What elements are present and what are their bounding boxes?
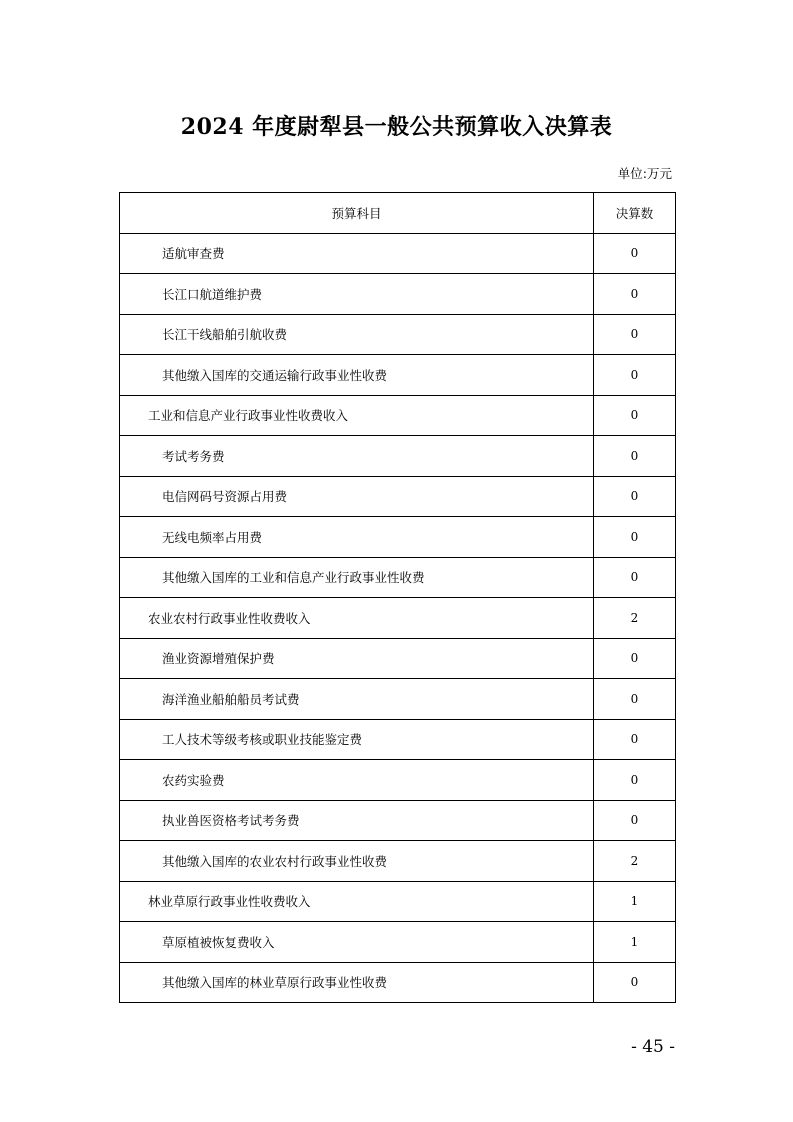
final-amount-value: 0: [594, 638, 676, 679]
page-title: 2024 年度尉犁县一般公共预算收入决算表: [180, 114, 613, 140]
table-row: [120, 557, 676, 598]
column-header-budget-item: 预算科目: [120, 193, 594, 234]
final-amount-value: 0: [594, 274, 676, 315]
budget-item-name: 草原植被恢复费收入: [120, 922, 594, 963]
budget-item-name: 工业和信息产业行政事业性收费收入: [120, 395, 594, 436]
table-row: [120, 517, 676, 558]
budget-item-name: 长江干线船舶引航收费: [120, 314, 594, 355]
table-row: [120, 355, 676, 396]
table-row: [120, 922, 676, 963]
final-amount-value: 0: [594, 557, 676, 598]
budget-item-name: 无线电频率占用费: [120, 517, 594, 558]
budget-item-name: 海洋渔业船舶船员考试费: [120, 679, 594, 720]
budget-item-name: 工人技术等级考核或职业技能鉴定费: [120, 719, 594, 760]
final-amount-value: 0: [594, 517, 676, 558]
final-amount-value: 1: [594, 922, 676, 963]
table-row: [120, 760, 676, 801]
table-row: [120, 476, 676, 517]
budget-item-name: 农药实验费: [120, 760, 594, 801]
budget-item-name: 其他缴入国库的交通运输行政事业性收费: [120, 355, 594, 396]
table-row: [120, 962, 676, 1003]
final-amount-value: 0: [594, 476, 676, 517]
table-row: [120, 841, 676, 882]
column-header-final-amount: 决算数: [594, 193, 676, 234]
final-amount-value: 2: [594, 598, 676, 639]
table-row: [120, 881, 676, 922]
final-amount-value: 0: [594, 679, 676, 720]
table-row: [120, 436, 676, 477]
budget-item-name: 适航审查费: [120, 233, 594, 274]
budget-item-name: 电信网码号资源占用费: [120, 476, 594, 517]
final-amount-value: 0: [594, 719, 676, 760]
final-amount-value: 0: [594, 395, 676, 436]
unit-label: 单位:万元: [617, 166, 672, 181]
table-row: [120, 679, 676, 720]
budget-item-name: 渔业资源增殖保护费: [120, 638, 594, 679]
final-amount-value: 0: [594, 962, 676, 1003]
budget-item-name: 农业农村行政事业性收费收入: [120, 598, 594, 639]
budget-item-name: 其他缴入国库的工业和信息产业行政事业性收费: [120, 557, 594, 598]
final-amount-value: 0: [594, 800, 676, 841]
table-row: [120, 314, 676, 355]
table-row: [120, 274, 676, 315]
final-amount-value: 1: [594, 881, 676, 922]
budget-item-name: 考试考务费: [120, 436, 594, 477]
final-amount-value: 0: [594, 355, 676, 396]
budget-item-name: 其他缴入国库的林业草原行政事业性收费: [120, 962, 594, 1003]
final-amount-value: 0: [594, 314, 676, 355]
table-row: [120, 638, 676, 679]
table-row: [120, 800, 676, 841]
budget-item-name: 林业草原行政事业性收费收入: [120, 881, 594, 922]
budget-item-name: 其他缴入国库的农业农村行政事业性收费: [120, 841, 594, 882]
table-header-row: [120, 193, 676, 234]
table-row: [120, 395, 676, 436]
table-row: [120, 598, 676, 639]
budget-item-name: 执业兽医资格考试考务费: [120, 800, 594, 841]
budget-item-name: 长江口航道维护费: [120, 274, 594, 315]
final-amount-value: 0: [594, 233, 676, 274]
final-amount-value: 2: [594, 841, 676, 882]
final-amount-value: 0: [594, 436, 676, 477]
page-number: - 45 -: [631, 1037, 675, 1057]
budget-table: [119, 192, 676, 1003]
table-row: [120, 719, 676, 760]
final-amount-value: 0: [594, 760, 676, 801]
table-row: [120, 233, 676, 274]
